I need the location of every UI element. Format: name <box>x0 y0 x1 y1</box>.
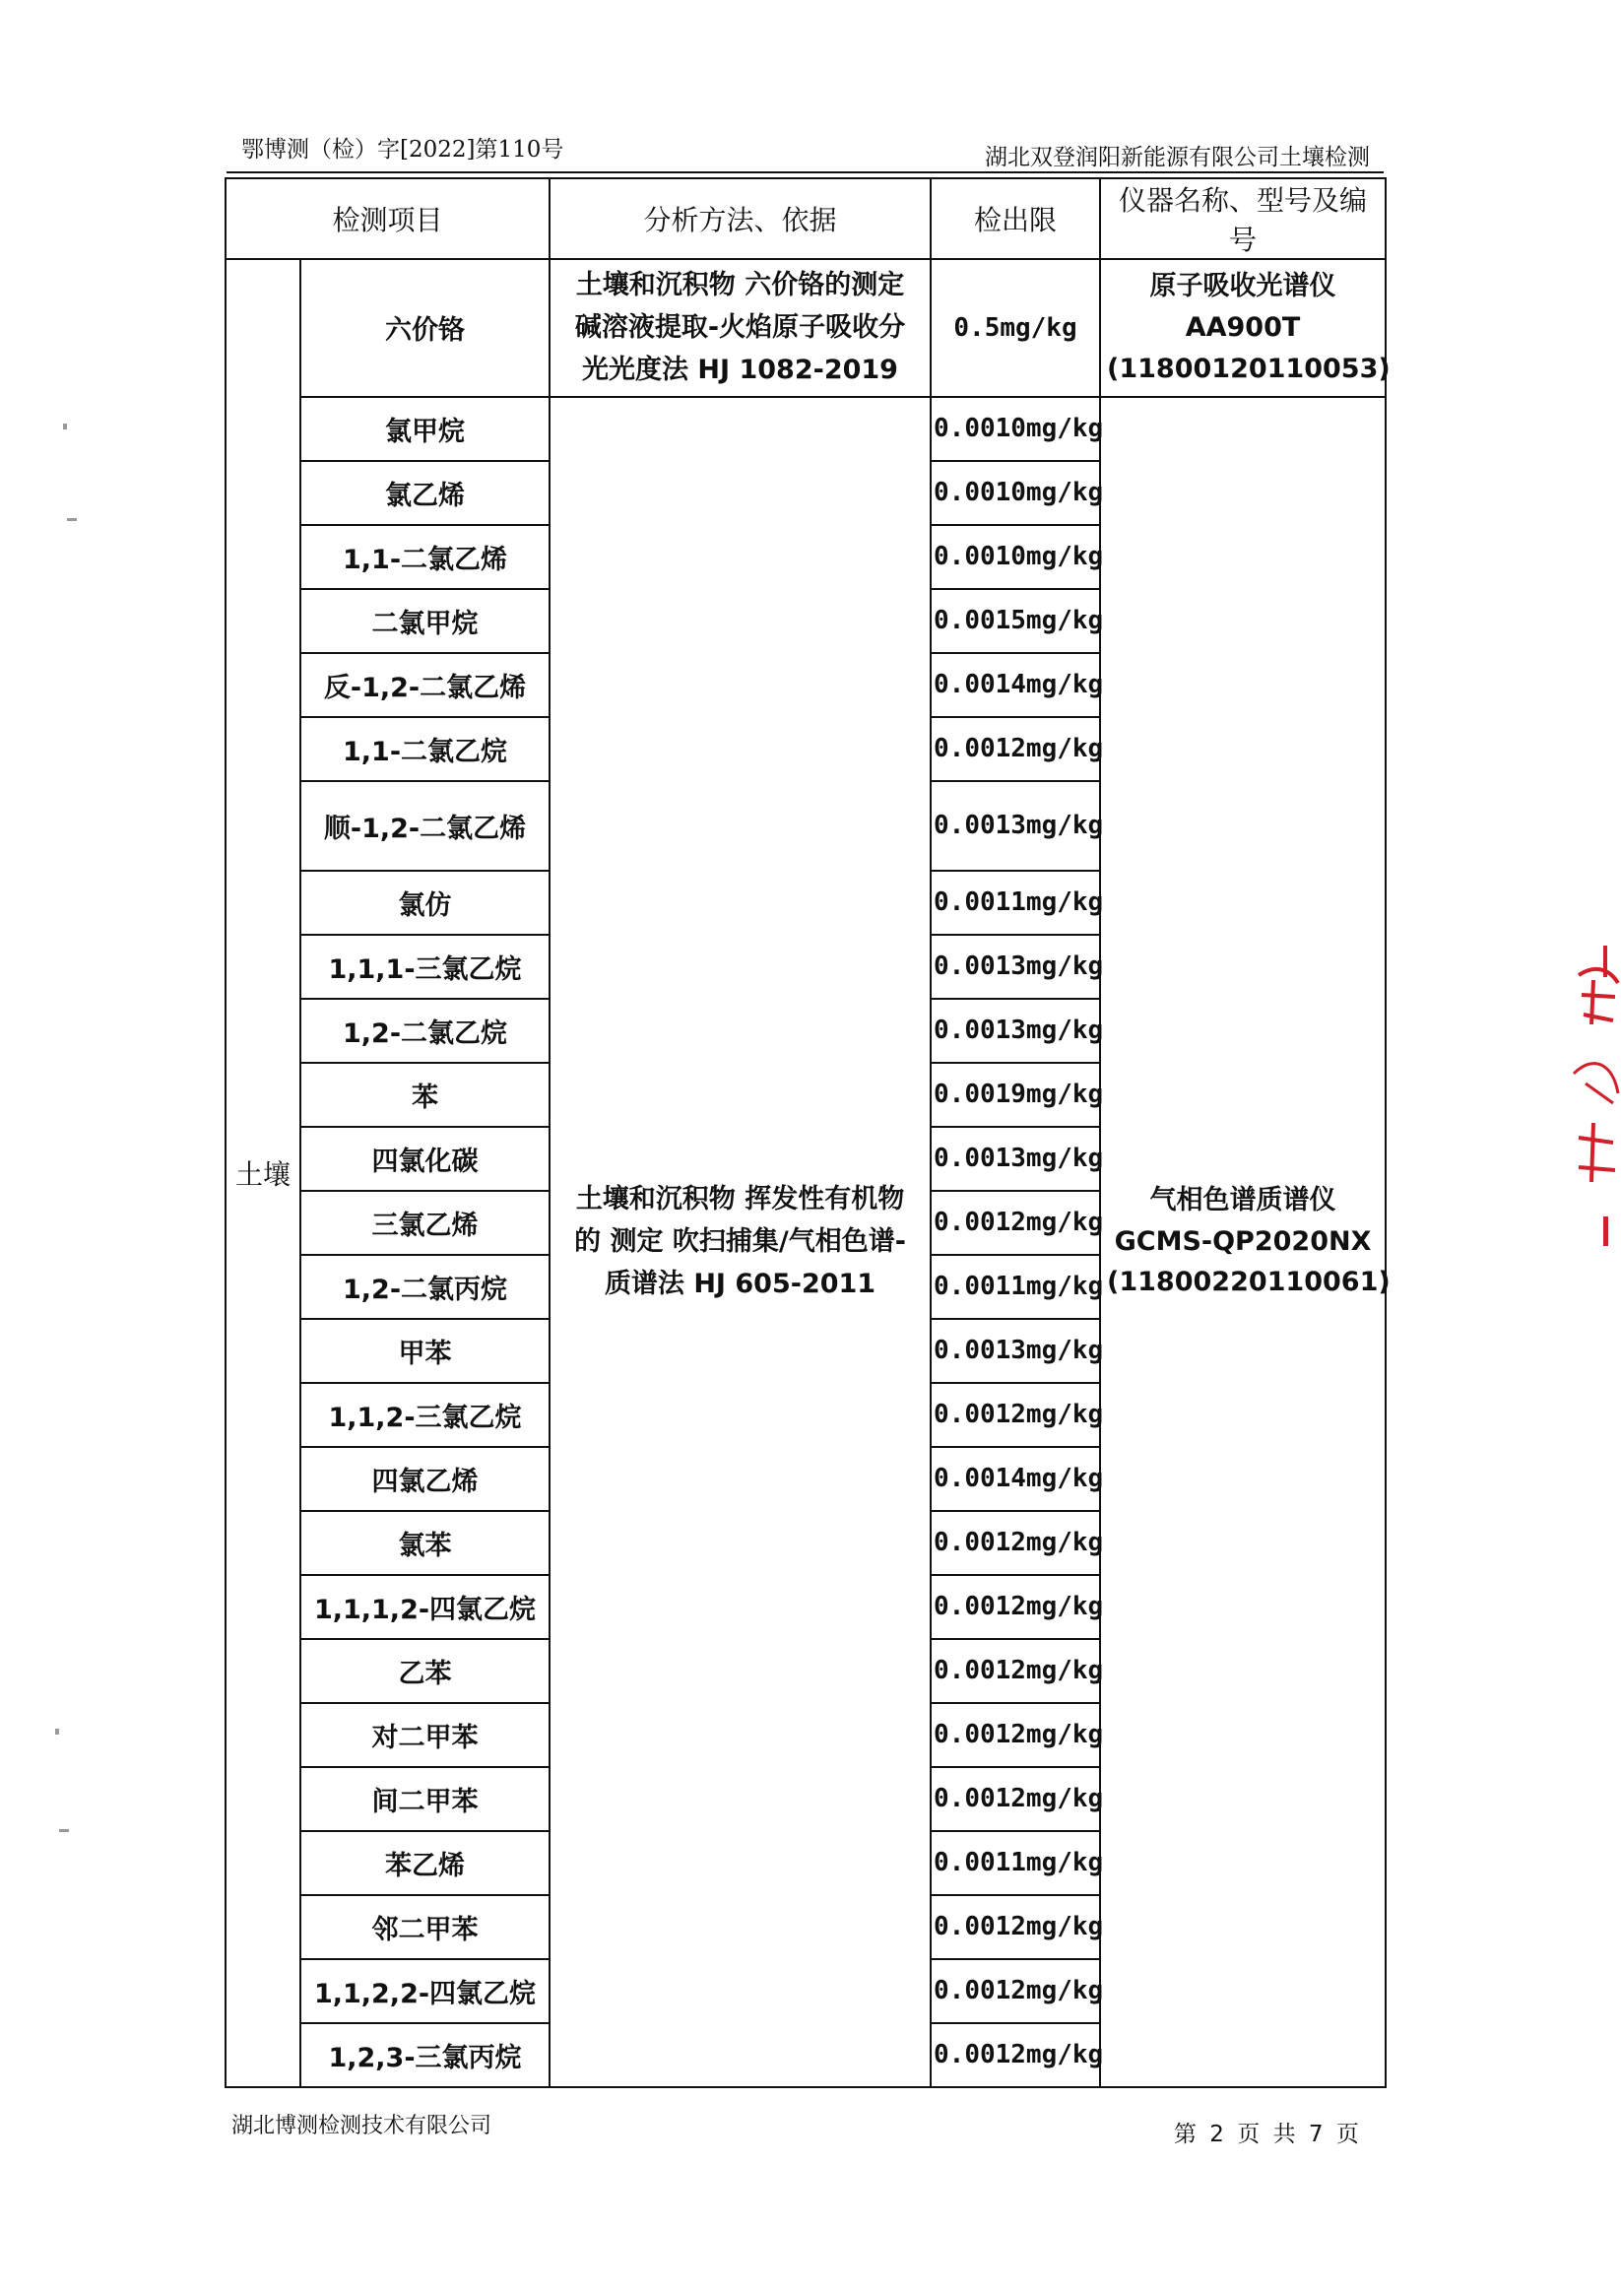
limit-cell: 0.0011mg/kg <box>931 1831 1100 1895</box>
limit-cell: 0.0012mg/kg <box>931 1639 1100 1703</box>
item-cell: 四氯乙烯 <box>300 1447 550 1511</box>
limit-cell: 0.0010mg/kg <box>931 397 1100 461</box>
item-cell: 苯 <box>300 1063 550 1127</box>
col-header-method: 分析方法、依据 <box>550 178 931 259</box>
item-cell: 1,2-二氯丙烷 <box>300 1255 550 1319</box>
limit-cell: 0.0015mg/kg <box>931 589 1100 653</box>
instrument-name: 气相色谱质谱仪 <box>1149 1184 1336 1215</box>
instrument-name: 原子吸收光谱仪 <box>1149 271 1336 302</box>
item-cell: 1,1,1-三氯乙烷 <box>300 935 550 999</box>
detection-table <box>225 177 1391 2088</box>
scan-speck <box>55 1729 59 1735</box>
method-cell: 土壤和沉积物 六价铬的测定 碱溶液提取-火焰原子吸收分光光度法 HJ 1082-2019 <box>550 259 931 397</box>
limit-cell: 0.0012mg/kg <box>931 1703 1100 1767</box>
limit-cell: 0.0013mg/kg <box>931 1127 1100 1191</box>
limit-cell: 0.0012mg/kg <box>931 717 1100 781</box>
instrument-model: AA900T <box>1185 311 1301 343</box>
limit-cell: 0.0013mg/kg <box>931 781 1100 871</box>
table-row <box>226 259 1386 397</box>
limit-cell: 0.0013mg/kg <box>931 935 1100 999</box>
limit-cell: 0.0012mg/kg <box>931 1575 1100 1639</box>
header-rule <box>227 171 1384 173</box>
item-cell: 甲苯 <box>300 1319 550 1383</box>
item-cell: 1,1-二氯乙烯 <box>300 525 550 589</box>
instrument-cell <box>1100 259 1391 397</box>
item-cell: 1,2-二氯乙烷 <box>300 999 550 1063</box>
footer-company: 湖北博测检测技术有限公司 <box>231 2114 492 2138</box>
limit-cell: 0.0012mg/kg <box>931 1383 1100 1447</box>
limit-cell: 0.0014mg/kg <box>931 653 1100 717</box>
category-cell: 土壤 <box>226 259 300 2087</box>
col-header-limit: 检出限 <box>931 178 1100 259</box>
item-cell: 氯仿 <box>300 871 550 935</box>
item-cell: 1,1,1,2-四氯乙烷 <box>300 1575 550 1639</box>
limit-cell: 0.5mg/kg <box>931 259 1100 397</box>
item-cell: 氯甲烷 <box>300 397 550 461</box>
item-cell: 邻二甲苯 <box>300 1895 550 1959</box>
method-cell: 土壤和沉积物 挥发性有机物的 测定 吹扫捕集/气相色谱-质谱法 HJ 605-2011 <box>550 397 931 2087</box>
item-cell: 二氯甲烷 <box>300 589 550 653</box>
table-row <box>226 397 1386 461</box>
limit-cell: 0.0010mg/kg <box>931 461 1100 525</box>
item-cell: 1,1,2-三氯乙烷 <box>300 1383 550 1447</box>
report-title: 湖北双登润阳新能源有限公司土壤检测 <box>985 145 1370 170</box>
item-cell: 1,1,2,2-四氯乙烷 <box>300 1959 550 2023</box>
scan-speck <box>59 1829 69 1832</box>
limit-cell: 0.0014mg/kg <box>931 1447 1100 1511</box>
instrument-id: (11800120110053) <box>1107 353 1391 384</box>
col-header-instrument: 仪器名称、型号及编号 <box>1100 178 1386 259</box>
limit-cell: 0.0012mg/kg <box>931 1895 1100 1959</box>
limit-cell: 0.0013mg/kg <box>931 1319 1100 1383</box>
limit-cell: 0.0012mg/kg <box>931 2023 1100 2087</box>
item-cell: 乙苯 <box>300 1639 550 1703</box>
limit-cell: 0.0011mg/kg <box>931 1255 1100 1319</box>
item-cell: 三氯乙烯 <box>300 1191 550 1255</box>
scan-speck <box>63 424 67 429</box>
limit-cell: 0.0012mg/kg <box>931 1191 1100 1255</box>
limit-cell: 0.0019mg/kg <box>931 1063 1100 1127</box>
scan-speck <box>67 518 77 521</box>
report-number: 鄂博测（检）字[2022]第110号 <box>241 137 564 163</box>
item-cell: 氯苯 <box>300 1511 550 1575</box>
item-cell: 1,1-二氯乙烷 <box>300 717 550 781</box>
col-header-item: 检测项目 <box>226 178 550 259</box>
instrument-id: (11800220110061) <box>1107 1267 1391 1298</box>
instrument-cell <box>1100 397 1391 2087</box>
limit-cell: 0.0012mg/kg <box>931 1511 1100 1575</box>
item-cell: 顺-1,2-二氯乙烯 <box>300 781 550 871</box>
item-cell: 反-1,2-二氯乙烯 <box>300 653 550 717</box>
limit-cell: 0.0012mg/kg <box>931 1959 1100 2023</box>
item-cell: 六价铬 <box>300 259 550 397</box>
limit-cell: 0.0010mg/kg <box>931 525 1100 589</box>
item-cell: 四氯化碳 <box>300 1127 550 1191</box>
limit-cell: 0.0013mg/kg <box>931 999 1100 1063</box>
footer-page-number: 第 2 页 共 7 页 <box>1174 2122 1359 2147</box>
item-cell: 1,2,3-三氯丙烷 <box>300 2023 550 2087</box>
item-cell: 对二甲苯 <box>300 1703 550 1767</box>
instrument-model: GCMS-QP2020NX <box>1114 1225 1372 1257</box>
limit-cell: 0.0011mg/kg <box>931 871 1100 935</box>
item-cell: 间二甲苯 <box>300 1767 550 1831</box>
item-cell: 苯乙烯 <box>300 1831 550 1895</box>
table-header-row <box>226 178 1386 259</box>
item-cell: 氯乙烯 <box>300 461 550 525</box>
limit-cell: 0.0012mg/kg <box>931 1767 1100 1831</box>
red-seal-stamp <box>1564 936 1621 1251</box>
